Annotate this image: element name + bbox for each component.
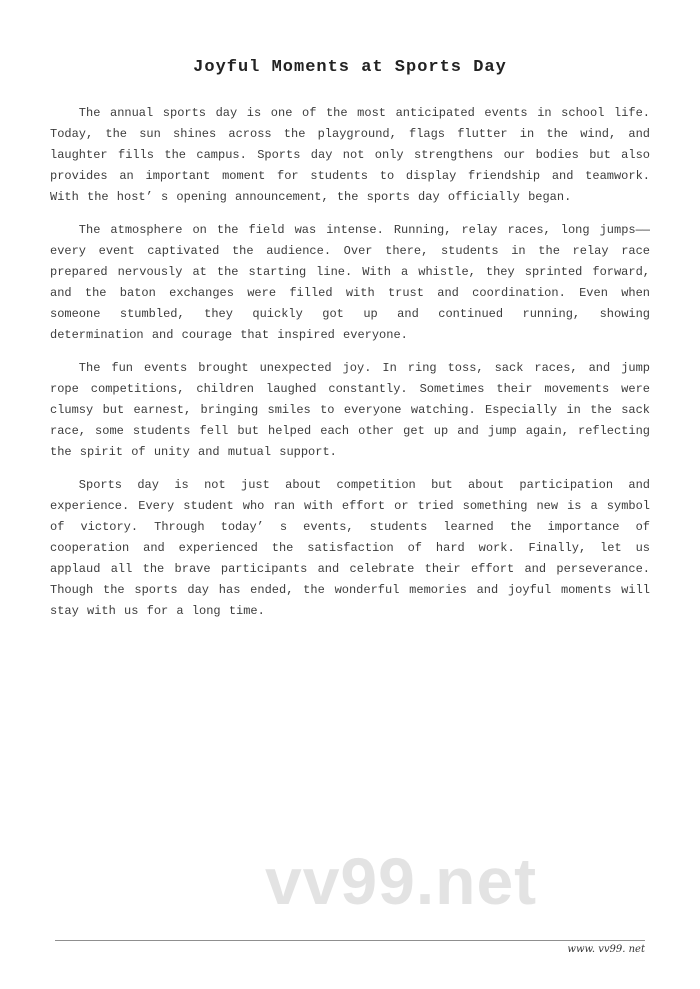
footer-divider <box>55 940 645 941</box>
paragraph-field-atmosphere: The atmosphere on the field was intense. Running, relay races, long jumps——every event captivated the audience. Over there, students in the relay race prepared nervously at the starting line. With a whistle, they sprinted forward, and the baton exchanges were filled with trust and coordination. Even when someone stumbled, they quickly got up and continued running, showing determination and courage that inspired everyone. <box>50 223 650 342</box>
page-title: Joyful Moments at Sports Day <box>193 58 507 77</box>
footer-url: www. vv99. net <box>567 944 645 955</box>
paragraph-conclusion: Sports day is not just about competition but about participation and experience. Every student who ran with effort or tried something new is a symbol of victory. Through today’ s events, students learned the importance of cooperation and experienced the satisfaction of hard work. Finally, let us applaud all the brave participants and celebrate their effort and perseverance. Though the sports day has ended, the wonderful memories and joyful moments will stay with us for a long time. <box>50 478 650 618</box>
watermark-text: vv99.net <box>265 844 538 918</box>
paragraph-intro: The annual sports day is one of the most anticipated events in school life. Today, the sun shines across the playground, flags flutter in the wind, and laughter fills the campus. Sports day not only strengthens our bodies but also provides an important moment for students to display friendship and teamwork. With the host’ s opening announcement, the sports day officially began. <box>50 106 650 204</box>
paragraph-fun-events: The fun events brought unexpected joy. In ring toss, sack races, and jump rope competitions, children laughed constantly. Sometimes their movements were clumsy but earnest, bringing smiles to everyone watching. Especially in the sack race, some students fell but helped each other get up and jump again, reflecting the spirit of unity and mutual support. <box>50 361 650 459</box>
